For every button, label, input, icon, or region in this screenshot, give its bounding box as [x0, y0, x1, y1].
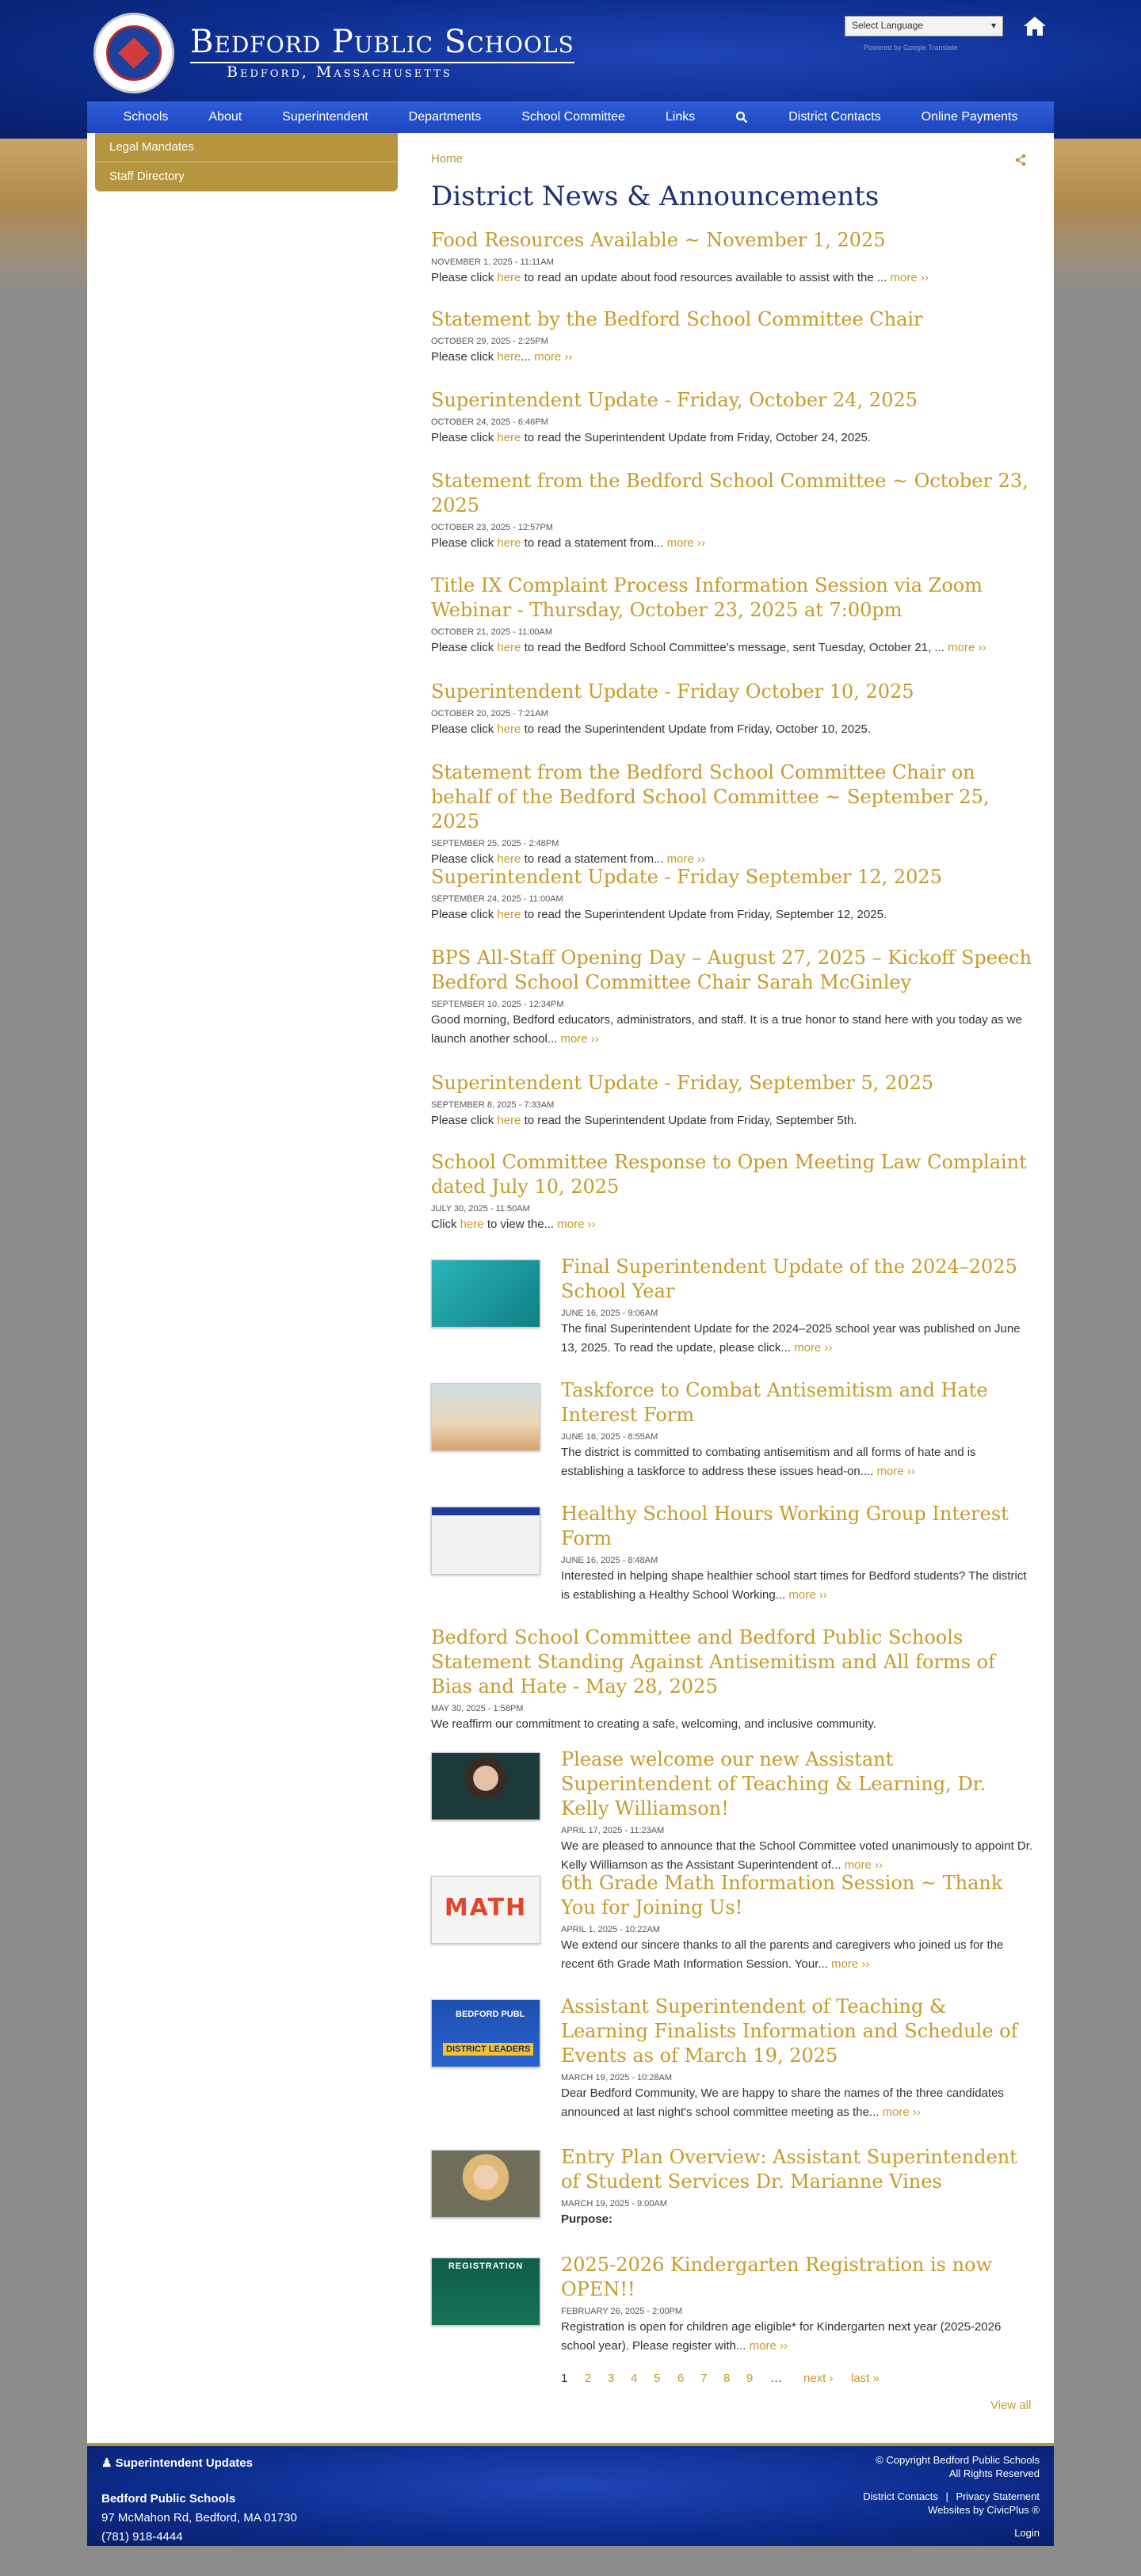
form-thumb[interactable] [431, 1507, 540, 1575]
news-article [431, 1871, 1033, 1974]
summary-text-after-link: to view the... [483, 1218, 558, 1231]
news-article [431, 760, 1033, 869]
article-title[interactable]: Superintendent Update - Friday September 12, 2025 [431, 866, 942, 888]
main-navigation [87, 101, 1054, 133]
article-summary [431, 1011, 1033, 1049]
footer-rights: All Rights Reserved [948, 2467, 1040, 2479]
more-link[interactable]: more ›› [831, 1957, 870, 1971]
footer-updates-label: Superintendent Updates [115, 2456, 253, 2470]
page-link: 1 [561, 2372, 568, 2385]
news-article [431, 574, 1033, 657]
page-link[interactable]: 8 [723, 2372, 731, 2385]
article-title[interactable]: Healthy School Hours Working Group Interest Form [561, 1503, 1009, 1549]
view-all-link[interactable]: View all [990, 2399, 1032, 2412]
article-date: MAY 30, 2025 - 1:58PM [431, 1704, 524, 1713]
more-link[interactable]: more ›› [557, 1218, 596, 1231]
page-link[interactable]: 3 [608, 2372, 615, 2385]
summary-here-link[interactable]: here [497, 908, 521, 921]
pager-last[interactable]: last » [851, 2372, 880, 2385]
sidebar [95, 133, 398, 192]
site-title[interactable]: Bedford Public Schools [190, 24, 574, 63]
more-link[interactable]: more ›› [890, 271, 929, 284]
summary-here-link[interactable]: here [497, 722, 521, 736]
summary-text-after-link: to read the Superintendent Update from Friday, October 10, 2025. [521, 722, 872, 736]
math-thumb[interactable] [431, 1876, 540, 1944]
summary-text-after-link: to read the Superintendent Update from Friday, September 12, 2025. [521, 908, 887, 921]
article-body [561, 1378, 1033, 1481]
article-title[interactable]: Statement from the Bedford School Committee ~ October 23, 2025 [431, 470, 1028, 516]
article-date: SEPTEMBER 8, 2025 - 7:33AM [431, 1100, 555, 1110]
article-summary [561, 1443, 1033, 1481]
page-title: District News & Announcements [431, 181, 880, 212]
article-summary [561, 1837, 1033, 1875]
page-link[interactable]: 6 [677, 2372, 685, 2385]
article-title[interactable]: Superintendent Update - Friday October 10, 2025 [431, 680, 914, 703]
page-link[interactable]: 9 [746, 2372, 754, 2385]
article-title[interactable]: Food Resources Available ~ November 1, 2025 [431, 229, 886, 251]
article-body [561, 2145, 1033, 2229]
page-link[interactable]: 2 [585, 2372, 592, 2385]
news-article [431, 1747, 1033, 1875]
page-link[interactable]: 7 [700, 2372, 708, 2385]
summary-text: Purpose: [561, 2212, 613, 2226]
article-date: APRIL 1, 2025 - 10:22AM [561, 1925, 660, 1934]
pager-next[interactable]: next › [803, 2372, 834, 2385]
article-date: NOVEMBER 1, 2025 - 11:11AM [431, 257, 554, 267]
article-date: OCTOBER 20, 2025 - 7:21AM [431, 709, 548, 718]
article-summary [561, 2210, 1033, 2229]
article-title[interactable]: Please welcome our new Assistant Superintendent of Teaching & Learning, Dr. Kelly Williamson! [561, 1748, 986, 1820]
footer-separator: | [945, 2490, 948, 2502]
summary-text: Good morning, Bedford educators, administrators, and staff. It is a true honor to stand here with you today as we launch another school... [431, 1013, 1022, 1046]
summary-text-after-link: to read a statement from... [521, 852, 667, 866]
more-link[interactable]: more ›› [560, 1032, 599, 1046]
more-link[interactable]: more ›› [948, 641, 986, 654]
footer-org-name: Bedford Public Schools [101, 2492, 236, 2506]
article-date: OCTOBER 23, 2025 - 12:57PM [431, 523, 553, 532]
thumb-district-leaders-bottom: DISTRICT LEADERS [443, 2043, 533, 2056]
news-article [431, 946, 1033, 1049]
article-title[interactable]: 6th Grade Math Information Session ~ Thank You for Joining Us! [561, 1872, 1003, 1919]
summary-text: We extend our sincere thanks to all the parents and caregivers who joined us for the recent 6th Grade Math Information Session. Your... [561, 1938, 1004, 1971]
more-link[interactable]: more ›› [788, 1588, 827, 1602]
page-link[interactable]: 4 [631, 2372, 638, 2385]
nav-departments[interactable]: Departments [408, 110, 482, 124]
news-article [431, 388, 1033, 448]
summary-text: Please click [431, 536, 498, 550]
news-article [431, 1378, 1033, 1481]
footer-address: 97 McMahon Rd, Bedford, MA 01730 [101, 2511, 297, 2525]
language-select-label: Select Language [852, 20, 924, 31]
article-summary [431, 429, 1033, 448]
summary-here-link[interactable]: here [497, 271, 521, 284]
article-date: SEPTEMBER 10, 2025 - 12:34PM [431, 1000, 564, 1009]
nav-about[interactable]: About [208, 110, 242, 124]
summary-here-link[interactable]: here [497, 431, 521, 444]
article-title[interactable]: Statement from the Bedford School Committee Chair on behalf of the Bedford School Committee ~ September 25, 2025 [431, 761, 990, 833]
news-article [431, 2145, 1033, 2229]
news-article [431, 865, 1033, 924]
summary-text: Please click [431, 271, 498, 284]
pager-ellipsis: … [770, 2372, 782, 2385]
site-footer [87, 2446, 1054, 2546]
news-article [431, 469, 1033, 553]
article-summary [431, 1715, 1033, 1734]
site-subtitle: Bedford, Massachusetts [227, 63, 452, 81]
article-title[interactable]: Entry Plan Overview: Assistant Superintendent of Student Services Dr. Marianne Vines [561, 2146, 1017, 2193]
summary-text: We are pleased to announce that the School Committee voted unanimously to appoint Dr. Kelly Williamson as the Assistant Superintendent of... [561, 1839, 1033, 1872]
summary-text: Click [431, 1218, 460, 1231]
summary-text-after-link: to read the Superintendent Update from Friday, September 5th. [521, 1114, 857, 1127]
article-date: MARCH 19, 2025 - 9:00AM [561, 2199, 667, 2208]
article-summary [431, 905, 1033, 924]
summary-text: Please click [431, 722, 498, 736]
user-icon: ♟ [101, 2456, 116, 2470]
news-article [431, 228, 1033, 288]
portrait2-thumb[interactable] [431, 2150, 540, 2218]
superintendent-update-thumb[interactable] [431, 1259, 540, 1328]
news-article [431, 1995, 1033, 2122]
article-summary [431, 534, 1033, 553]
article-summary [431, 1111, 1033, 1130]
article-body [561, 1255, 1033, 1358]
home-icon[interactable] [1022, 14, 1048, 38]
summary-here-link[interactable]: here [497, 536, 521, 550]
summary-here-link[interactable]: here [497, 350, 521, 364]
article-date: JULY 30, 2025 - 11:50AM [431, 1204, 530, 1214]
article-date: OCTOBER 24, 2025 - 6:46PM [431, 417, 548, 427]
breadcrumb-home[interactable]: Home [431, 152, 464, 166]
thumb-math-text: MATH [444, 1894, 528, 1922]
footer-district-contacts-link[interactable]: District Contacts [863, 2490, 938, 2502]
article-summary [431, 720, 1033, 739]
summary-text: Please click [431, 908, 498, 921]
registration-thumb[interactable] [431, 2258, 540, 2326]
article-title[interactable]: Statement by the Bedford School Committee Chair [431, 308, 923, 330]
nav-schools[interactable]: Schools [123, 110, 169, 124]
article-summary [431, 348, 1033, 367]
news-article [431, 1255, 1033, 1358]
summary-text-after-link: to read an update about food resources available to assist with the ... [521, 271, 891, 284]
sidebar-item-legal-mandates[interactable]: Legal Mandates [95, 133, 398, 162]
article-date: SEPTEMBER 24, 2025 - 11:00AM [431, 894, 563, 904]
article-date: FEBRUARY 26, 2025 - 2:00PM [561, 2307, 683, 2316]
article-summary [561, 1936, 1033, 1974]
summary-text-after-link: to read a statement from... [521, 536, 667, 550]
nav-school-committee[interactable]: School Committee [521, 110, 625, 124]
sidebar-item-staff-directory[interactable]: Staff Directory [95, 162, 398, 192]
summary-text: We reaffirm our commitment to creating a safe, welcoming, and inclusive community. [431, 1717, 876, 1731]
news-article [431, 307, 1033, 367]
thumb-registration-text: REGISTRATION [448, 2262, 524, 2271]
summary-text: Please click [431, 350, 498, 364]
page-link[interactable]: 5 [654, 2372, 661, 2385]
footer-links [863, 2490, 1040, 2502]
summary-here-link[interactable]: here [460, 1218, 484, 1231]
article-date: APRIL 17, 2025 - 11:23AM [561, 1826, 665, 1835]
article-summary [431, 638, 1033, 657]
article-title[interactable]: Superintendent Update - Friday, October 24, 2025 [431, 389, 918, 411]
summary-text-after-link: to read the Superintendent Update from Friday, October 24, 2025. [521, 431, 872, 444]
district-leaders-thumb[interactable] [431, 1999, 540, 2067]
article-summary [431, 1215, 1033, 1234]
summary-text: Please click [431, 641, 498, 654]
article-summary [561, 1320, 1033, 1358]
article-date: JUNE 16, 2025 - 9:06AM [561, 1309, 658, 1318]
article-title[interactable]: Final Superintendent Update of the 2024–2025 School Year [561, 1256, 1017, 1302]
search-icon[interactable] [735, 111, 748, 124]
footer-copyright: © Copyright Bedford Public Schools [876, 2454, 1040, 2466]
summary-here-link[interactable]: here [497, 852, 521, 866]
summary-text-after-link: ... [521, 350, 535, 364]
article-title[interactable]: Superintendent Update - Friday, September 5, 2025 [431, 1072, 934, 1094]
more-link[interactable]: more ›› [749, 2339, 788, 2353]
article-date: JUNE 16, 2025 - 8:48AM [561, 1556, 658, 1565]
article-title[interactable]: School Committee Response to Open Meeting Law Complaint dated July 10, 2025 [431, 1151, 1027, 1198]
article-body [561, 1995, 1033, 2122]
more-link[interactable]: more ›› [666, 536, 705, 550]
nav-links[interactable]: Links [665, 110, 696, 124]
article-summary [431, 269, 1033, 288]
news-article [431, 2253, 1033, 2356]
nav-superintendent[interactable]: Superintendent [282, 110, 368, 124]
summary-text: The final Superintendent Update for the 2024–2025 school year was published on June 13, 2025. To read the update, please click... [561, 1322, 1021, 1355]
article-body [561, 1502, 1033, 1605]
summary-text-after-link: to read the Bedford School Committee's message, sent Tuesday, October 21, ... [521, 641, 948, 654]
footer-superintendent-updates[interactable] [101, 2456, 253, 2470]
summary-text: Please click [431, 852, 498, 866]
summary-text: The district is committed to combating antisemitism and all forms of hate and is establishing a taskforce to address these issues head-on.... [561, 1446, 976, 1478]
district-seal-logo[interactable] [93, 13, 174, 93]
article-date: JUNE 16, 2025 - 8:55AM [561, 1432, 658, 1442]
article-title[interactable]: Taskforce to Combat Antisemitism and Hate Interest Form [561, 1379, 988, 1426]
footer-privacy-link[interactable]: Privacy Statement [956, 2490, 1040, 2502]
article-date: SEPTEMBER 25, 2025 - 2:48PM [431, 839, 559, 848]
article-date: OCTOBER 21, 2025 - 11:00AM [431, 627, 553, 637]
article-title[interactable]: BPS All-Staff Opening Day – August 27, 2025 – Kickoff Speech Bedford School Committee Chair Sarah McGinley [431, 947, 1032, 993]
content-container [87, 133, 1054, 2443]
more-link[interactable]: more ›› [534, 350, 573, 364]
article-body [561, 1871, 1033, 1974]
nav-district-contacts[interactable]: District Contacts [788, 110, 881, 124]
article-body [561, 1747, 1033, 1875]
summary-text: Interested in helping shape healthier school start times for Bedford students? The district is establishing a Healthy School Working... [561, 1569, 1027, 1602]
powered-by-google: Powered by Google Translate [864, 44, 958, 51]
summary-text: Registration is open for children age eligible* for Kindergarten next year (2025-2026 school year). Please register with... [561, 2320, 1002, 2353]
portrait-thumb[interactable] [431, 1752, 540, 1820]
footer-phone: (781) 918-4444 [101, 2530, 183, 2544]
nav-online-payments[interactable]: Online Payments [921, 110, 1018, 124]
article-summary [561, 1567, 1033, 1605]
summary-here-link[interactable]: here [497, 1114, 521, 1127]
article-title[interactable]: 2025-2026 Kindergarten Registration is now OPEN!! [561, 2254, 993, 2300]
more-link[interactable]: more ›› [794, 1341, 833, 1355]
article-body [561, 2253, 1033, 2356]
footer-websites-by[interactable]: Websites by CivicPlus ® [928, 2504, 1040, 2516]
summary-text: Please click [431, 1114, 498, 1127]
article-summary [561, 2084, 1033, 2122]
article-title[interactable]: Assistant Superintendent of Teaching & Learning Finalists Information and Schedule of Events as of March 19, 2025 [561, 1995, 1018, 2067]
more-link[interactable]: more ›› [844, 1858, 883, 1872]
share-icon[interactable] [1014, 154, 1027, 166]
article-title[interactable]: Title IX Complaint Process Information Session via Zoom Webinar - Thursday, October 23, 2025 at 7:00pm [431, 574, 983, 621]
summary-text: Please click [431, 431, 498, 444]
more-link[interactable]: more ›› [666, 852, 705, 866]
summary-here-link[interactable]: here [497, 641, 521, 654]
more-link[interactable]: more ›› [882, 2105, 921, 2119]
footer-login[interactable]: Login [1014, 2527, 1040, 2539]
article-date: MARCH 19, 2025 - 10:28AM [561, 2073, 673, 2083]
thumb-district-leaders-top: BEDFORD PUBL [456, 2010, 525, 2019]
dove-thumb[interactable] [431, 1383, 540, 1451]
news-article [431, 680, 1033, 739]
news-article [431, 1625, 1033, 1734]
summary-text: Dear Bedford Community, We are happy to share the names of the three candidates announced at last night's school committee meeting as the... [561, 2086, 1004, 2119]
article-date: OCTOBER 29, 2025 - 2:25PM [431, 337, 548, 346]
news-article [431, 1502, 1033, 1605]
more-link[interactable]: more ›› [876, 1465, 915, 1478]
article-title[interactable]: Bedford School Committee and Bedford Public Schools Statement Standing Against Antisemitism and All forms of Bias and Hate - May 28, 2025 [431, 1626, 995, 1698]
news-article [431, 1150, 1033, 1234]
article-summary [561, 2318, 1033, 2356]
language-select[interactable] [845, 16, 1003, 36]
news-article [431, 1071, 1033, 1130]
